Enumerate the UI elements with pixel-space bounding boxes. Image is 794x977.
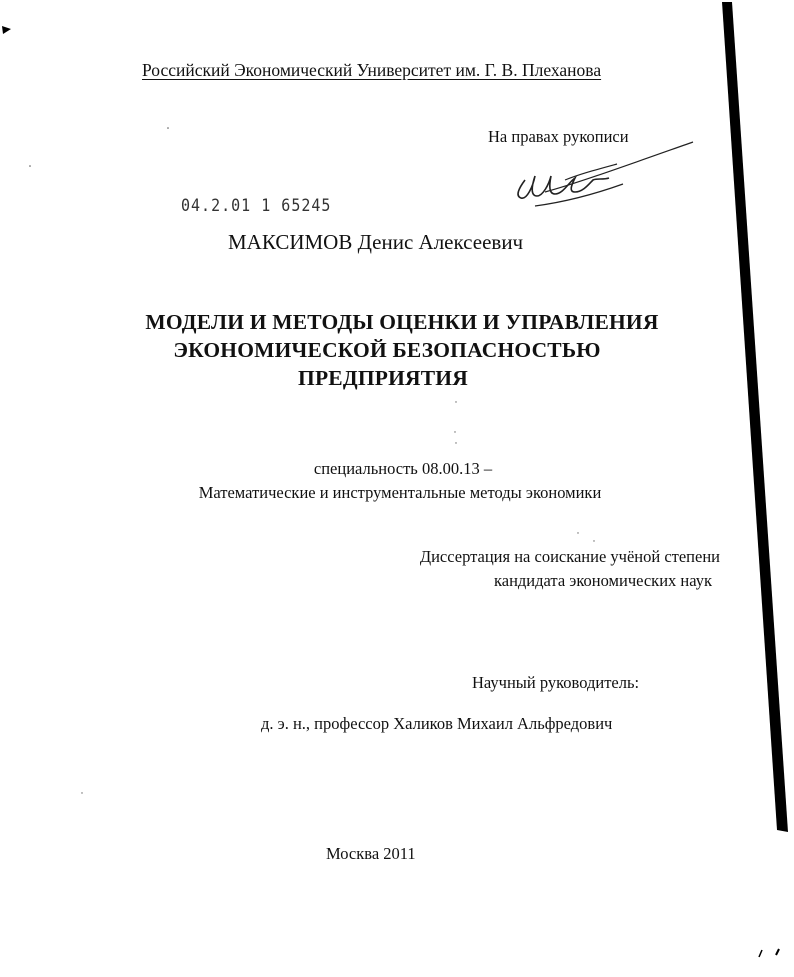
scan-tick-mark <box>776 949 779 955</box>
scan-speck <box>577 532 578 533</box>
degree-block <box>320 545 720 593</box>
scan-speck <box>593 540 594 541</box>
signature-icon <box>505 140 705 220</box>
scan-speck <box>454 431 455 432</box>
scan-speck <box>455 442 456 443</box>
university-name: Российский Экономический Университет им. Г. В. Плеханова <box>142 60 602 80</box>
city-year: Москва 2011 <box>326 844 416 863</box>
specialty-name: Математические и инструментальные методы экономики <box>198 483 602 502</box>
advisor-name: д. э. н., профессор Халиков Михаил Альфредович <box>261 714 613 733</box>
scan-tick-mark <box>759 950 762 957</box>
degree-line: Диссертация на соискание учёной степени <box>419 547 720 566</box>
corner-arrow-icon <box>2 26 11 34</box>
title-line: ЭКОНОМИЧЕСКОЙ БЕЗОПАСНОСТЬЮ <box>173 338 601 362</box>
rights-note: На правах рукописи <box>488 127 629 146</box>
scan-edge-bar <box>722 2 788 832</box>
dissertation-title <box>0 308 794 392</box>
scan-speck <box>167 127 169 129</box>
degree-line: кандидата экономических наук <box>493 571 712 590</box>
scan-speck <box>29 165 31 167</box>
scan-speck <box>455 401 456 402</box>
specialty-block <box>0 457 794 505</box>
registration-number: 04.2.01 1 65245 <box>181 195 332 216</box>
author-name: МАКСИМОВ Денис Алексеевич <box>228 230 524 254</box>
title-line: МОДЕЛИ И МЕТОДЫ ОЦЕНКИ И УПРАВЛЕНИЯ <box>145 310 659 334</box>
specialty-code: специальность 08.00.13 – <box>313 459 493 478</box>
title-line: ПРЕДПРИЯТИЯ <box>298 366 468 390</box>
scan-speck <box>81 792 82 793</box>
advisor-label: Научный руководитель: <box>472 673 640 692</box>
